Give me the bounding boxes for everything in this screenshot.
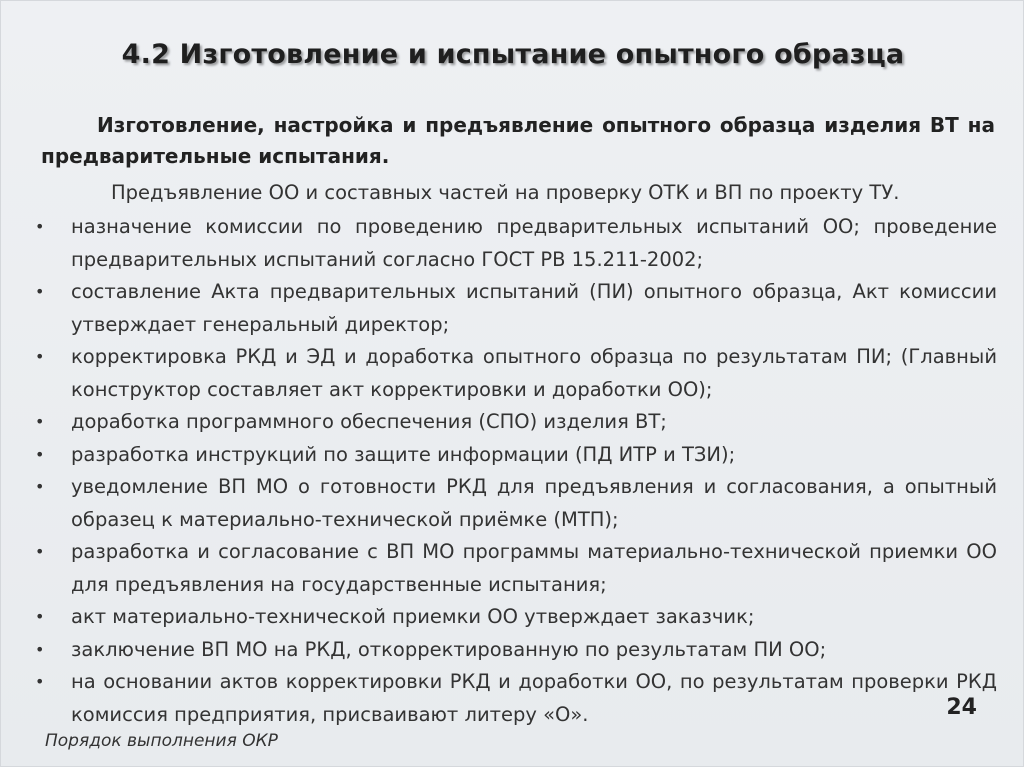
bullet-list [29, 211, 997, 731]
bullet-icon: • [35, 444, 45, 464]
bullet-icon: • [35, 542, 45, 561]
intro-text: Предъявление ОО и составных частей на проверку ОТК и ВП по проекту ТУ. [111, 181, 900, 204]
bullet-item [29, 601, 997, 634]
bullet-text: назначение комиссии по проведению предварительных испытаний ОО; проведение предварительных испытаний согласно ГОСТ РВ 15.211-2002; [71, 215, 997, 271]
bullet-item [29, 471, 997, 536]
bullet-item [29, 406, 997, 439]
bullet-text: составление Акта предварительных испытаний (ПИ) опытного образца, Акт комиссии утверждает генеральный директор; [71, 280, 997, 336]
bullet-icon: • [35, 217, 45, 236]
bullet-icon: • [35, 477, 45, 496]
bullet-icon: • [35, 672, 45, 691]
bullet-item [29, 666, 997, 731]
slide-subtitle: Изготовление, настройка и предъявление опытного образца изделия ВТ на предварительные испытания. [41, 113, 995, 168]
bullet-item [29, 634, 997, 667]
bullet-text: заключение ВП МО на РКД, откорректированную по результатам ПИ ОО; [71, 637, 827, 661]
bullet-item [29, 211, 997, 276]
bullet-text: корректировка РКД и ЭД и доработка опытного образца по результатам ПИ; (Главный конструктор составляет акт корректировки и доработки ОО); [71, 345, 997, 401]
bullet-text: разработка инструкций по защите информации (ПД ИТР и ТЗИ); [71, 442, 736, 466]
bullet-text: уведомление ВП МО о готовности РКД для предъявления и согласования, а опытный образец к материально-технической приёмке (МТП); [71, 475, 997, 531]
bullet-icon: • [35, 607, 45, 626]
bullet-text: акт материально-технической приемки ОО утверждает заказчик; [71, 605, 755, 628]
page-number: 24 [946, 695, 977, 720]
bullet-icon: • [35, 639, 45, 659]
bullet-icon: • [35, 412, 45, 431]
bullet-text: доработка программного обеспечения (СПО) изделия ВТ; [71, 410, 667, 433]
bullet-item [29, 439, 997, 472]
bullet-text: на основании актов корректировки РКД и доработки ОО, по результатам проверки РКД комиссия предприятия, присваивают литеру «О». [71, 670, 997, 726]
bullet-item [29, 276, 997, 341]
bullet-item [29, 341, 997, 406]
footer-caption: Порядок выполнения ОКР [45, 731, 278, 751]
bullet-icon: • [35, 282, 45, 301]
bullet-icon: • [35, 347, 45, 366]
bullet-text: разработка и согласование с ВП МО программы материально-технической приемки ОО для предъявления на государственные испытания; [71, 540, 997, 596]
bullet-item [29, 536, 997, 601]
slide-title: 4.2 Изготовление и испытание опытного образца [121, 39, 905, 70]
